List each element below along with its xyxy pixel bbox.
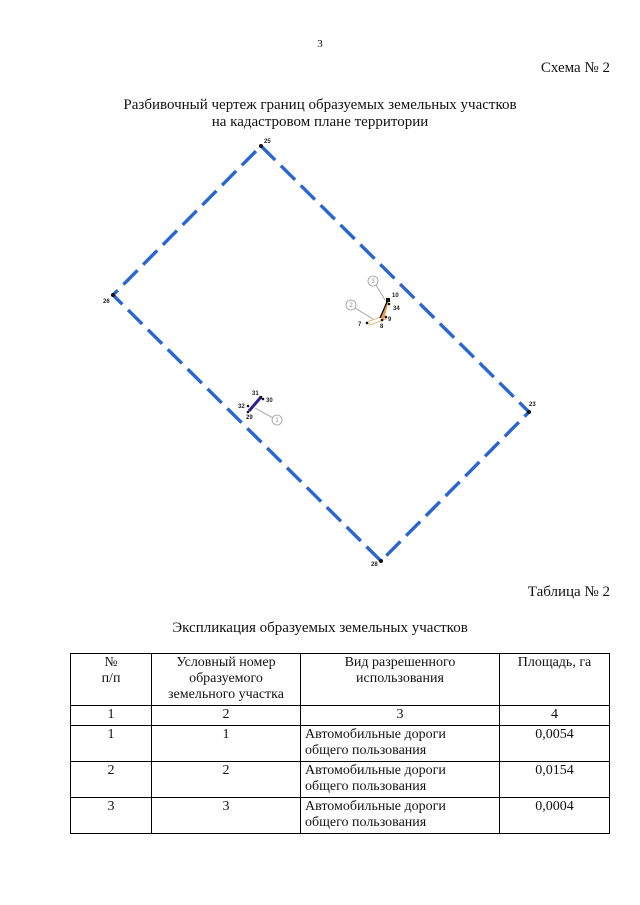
table-row bbox=[71, 762, 610, 798]
index-cell: 4 bbox=[500, 706, 610, 726]
row-use-cell bbox=[301, 762, 500, 798]
row-use-line-2: общего пользования bbox=[305, 779, 427, 794]
callout-2-leader bbox=[355, 308, 373, 319]
point-28-marker bbox=[379, 559, 383, 563]
header-area-line-1: Площадь, га bbox=[517, 655, 592, 670]
point-8-marker bbox=[381, 319, 384, 322]
row-use-line-2: общего пользования bbox=[305, 743, 427, 758]
upper-plot-point-labels bbox=[358, 293, 400, 330]
territory-boundary bbox=[113, 146, 529, 561]
callout-3-leader bbox=[376, 285, 385, 300]
point-30-marker bbox=[262, 398, 265, 401]
table-row bbox=[71, 798, 610, 834]
point-32-label: 32 bbox=[238, 404, 245, 410]
header-plot-id-line-3: земельного участка bbox=[168, 687, 284, 702]
point-9-label: 9 bbox=[388, 317, 392, 323]
row-use-line-1: Автомобильные дороги bbox=[305, 799, 446, 814]
point-25-label: 25 bbox=[264, 139, 271, 145]
point-26-label: 26 bbox=[103, 299, 110, 305]
callout-1-leader bbox=[255, 408, 273, 418]
page-number: 3 bbox=[317, 38, 323, 50]
header-area bbox=[500, 654, 610, 706]
point-7-marker bbox=[366, 322, 369, 325]
index-cell: 3 bbox=[301, 706, 500, 726]
scheme-label: Схема № 2 bbox=[540, 60, 610, 76]
callout-3-number: 3 bbox=[371, 279, 375, 285]
point-7-label: 7 bbox=[358, 322, 362, 328]
point-9-marker bbox=[385, 316, 388, 319]
header-num-line-1: № bbox=[104, 655, 118, 670]
plot-callout-numbers bbox=[275, 279, 375, 424]
lower-plot-point-labels bbox=[238, 391, 273, 421]
table-header-row bbox=[71, 654, 610, 706]
point-25-marker bbox=[259, 144, 263, 148]
point-31-marker bbox=[260, 396, 263, 399]
row-area-cell: 0,0154 bbox=[500, 762, 610, 798]
header-use-line-2: использования bbox=[356, 671, 444, 686]
upper-plot-point-markers bbox=[366, 298, 391, 324]
point-30-label: 30 bbox=[266, 398, 273, 404]
drawing-title-line-1: Разбивочный чертеж границ образуемых земельных участков bbox=[123, 97, 517, 113]
point-28-label: 28 bbox=[371, 562, 378, 568]
row-area-cell: 0,0004 bbox=[500, 798, 610, 834]
point-26-marker bbox=[111, 293, 115, 297]
header-use bbox=[301, 654, 500, 706]
index-cell: 1 bbox=[71, 706, 152, 726]
explication-table bbox=[70, 653, 610, 834]
plot-1-shape bbox=[249, 397, 261, 411]
point-23-marker bbox=[527, 410, 531, 414]
callout-1-number: 1 bbox=[275, 418, 279, 424]
callout-2-number: 2 bbox=[349, 303, 353, 309]
point-10-marker bbox=[386, 298, 390, 302]
point-29-marker bbox=[247, 411, 250, 414]
point-23-label: 23 bbox=[529, 402, 536, 408]
row-num-cell: 1 bbox=[71, 726, 152, 762]
header-num-line-2: п/п bbox=[101, 671, 121, 686]
point-34-marker bbox=[388, 303, 391, 306]
header-num bbox=[71, 654, 152, 706]
row-area-cell: 0,0054 bbox=[500, 726, 610, 762]
point-29-label: 29 bbox=[246, 415, 253, 421]
point-31-label: 31 bbox=[252, 391, 259, 397]
row-plot-id-cell: 1 bbox=[152, 726, 301, 762]
row-num-cell: 2 bbox=[71, 762, 152, 798]
index-cell: 2 bbox=[152, 706, 301, 726]
header-plot-id-line-2: образуемого bbox=[189, 671, 263, 686]
table-row bbox=[71, 726, 610, 762]
point-10-label: 10 bbox=[392, 293, 399, 299]
point-32-marker bbox=[247, 405, 250, 408]
row-plot-id-cell: 2 bbox=[152, 762, 301, 798]
table-index-row bbox=[71, 706, 610, 726]
row-use-cell bbox=[301, 798, 500, 834]
header-plot-id-line-1: Условный номер bbox=[176, 655, 276, 670]
plot-callouts bbox=[255, 276, 385, 425]
table-title: Экспликация образуемых земельных участков bbox=[172, 620, 468, 636]
point-34-label: 34 bbox=[393, 306, 400, 312]
point-8-label: 8 bbox=[380, 324, 384, 330]
row-plot-id-cell: 3 bbox=[152, 798, 301, 834]
row-num-cell: 3 bbox=[71, 798, 152, 834]
header-use-line-1: Вид разрешенного bbox=[344, 655, 456, 670]
row-use-line-2: общего пользования bbox=[305, 815, 427, 830]
header-plot-id bbox=[152, 654, 301, 706]
row-use-line-1: Автомобильные дороги bbox=[305, 763, 446, 778]
row-use-line-1: Автомобильные дороги bbox=[305, 727, 446, 742]
row-use-cell bbox=[301, 726, 500, 762]
drawing-title-line-2: на кадастровом плане территории bbox=[211, 114, 429, 130]
table-label: Таблица № 2 bbox=[527, 584, 610, 600]
